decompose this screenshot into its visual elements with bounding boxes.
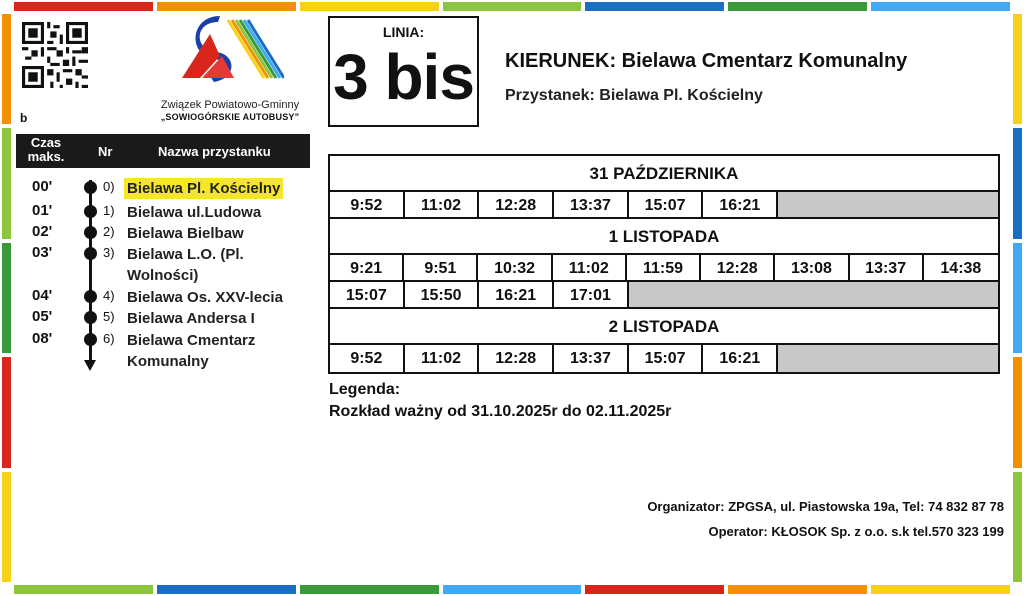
frame-segment (2, 243, 11, 353)
stop-label: Bielawa ul.Ludowa (127, 204, 262, 221)
departure-time: 13:37 (554, 192, 629, 217)
frame-segment (1013, 243, 1022, 353)
frame-segment (2, 14, 11, 124)
frame-segment (728, 585, 867, 594)
departure-time: 16:21 (703, 345, 778, 372)
frame-segment (871, 585, 1010, 594)
legend-label: Legenda: (329, 381, 401, 398)
empty-fill (778, 192, 998, 217)
stop-dot-icon (84, 205, 97, 218)
departure-time: 10:32 (478, 255, 552, 280)
departure-time: 15:50 (405, 282, 480, 307)
header-czas: Czas maks. (27, 135, 65, 164)
day-header: 31 PAŹDZIERNIKA (330, 156, 998, 192)
stop-number: 3) (103, 245, 115, 260)
direction: KIERUNEK: Bielawa Cmentarz Komunalny (505, 50, 908, 72)
stop-number: 1) (103, 203, 115, 218)
line-number: 3 bis (333, 41, 474, 113)
stop-number: 0) (103, 179, 115, 194)
departure-time: 14:38 (940, 260, 982, 277)
organization-brand: „SOWIOGÓRSKIE AUTOBUSY” (160, 112, 300, 122)
stop-label: Bielawa L.O. (Pl. Wolności) (127, 246, 244, 284)
empty-fill (629, 282, 998, 307)
frame-segment (443, 585, 582, 594)
frame-segment (585, 585, 724, 594)
stop-dot-icon (84, 247, 97, 260)
frame-segment (14, 585, 153, 594)
departure-time: 11:02 (405, 345, 480, 372)
departure-time: 12:28 (479, 345, 554, 372)
line-box (328, 16, 479, 127)
frame-segment (1013, 128, 1022, 238)
timetable (328, 154, 1000, 374)
stop-time: 04' (32, 287, 53, 304)
departure-time: 9:21 (330, 255, 404, 280)
stop-dot-icon (84, 333, 97, 346)
route-arrow-icon (84, 360, 96, 371)
frame-segment (157, 585, 296, 594)
departure-time: 17:01 (554, 282, 629, 307)
stop-dot-icon (84, 290, 97, 303)
qr-caption: b (20, 111, 28, 125)
day-header: 2 LISTOPADA (330, 309, 998, 345)
frame-segment (300, 2, 439, 11)
operator-info: Operator: KŁOSOK Sp. z o.o. s.k tel.570 323 199 (708, 524, 1004, 539)
departure-time: 9:52 (330, 345, 405, 372)
departure-time: 15:07 (330, 282, 405, 307)
stop-number: 2) (103, 224, 115, 239)
frame-segment (443, 2, 582, 11)
departure-time: 9:51 (404, 255, 478, 280)
organizer-info: Organizator: ZPGSA, ul. Piastowska 19a, Tel: 74 832 87 78 (647, 499, 1004, 514)
stop-time: 05' (32, 308, 53, 325)
departure-time: 15:07 (629, 192, 704, 217)
stop-time: 00' (32, 178, 53, 195)
frame-segment (300, 585, 439, 594)
departure-time: 16:21 (703, 192, 778, 217)
stop-number: 4) (103, 288, 115, 303)
stop-time: 02' (32, 223, 53, 240)
stop-label: Bielawa Bielbaw (127, 225, 244, 242)
departure-time: 11:02 (553, 255, 627, 280)
stop-dot-icon (84, 226, 97, 239)
departure-time: 16:21 (479, 282, 554, 307)
stop-number: 5) (103, 309, 115, 324)
stop-time: 08' (32, 330, 53, 347)
departure-row (330, 192, 998, 219)
frame-segment (157, 2, 296, 11)
frame-segment (1013, 357, 1022, 467)
organization-name: Związek Powiatowo-Gminny (160, 99, 300, 111)
departure-time: 15:07 (629, 345, 704, 372)
stop-dot-icon (84, 181, 97, 194)
departure-time: 12:28 (701, 255, 775, 280)
frame-segment (2, 472, 11, 582)
frame-segment (1013, 472, 1022, 582)
stop-label: Bielawa Andersa I (127, 310, 255, 327)
validity-text: Rozkład ważny od 31.10.2025r do 02.11.2025r (329, 403, 672, 420)
stop-name: Przystanek: Bielawa Pl. Kościelny (505, 87, 763, 104)
departure-row (330, 255, 998, 282)
departure-time: 13:08 (775, 255, 849, 280)
departure-time: 13:37 (554, 345, 629, 372)
frame-segment (1013, 14, 1022, 124)
departure-time: 9:52 (330, 192, 405, 217)
frame-segment (585, 2, 724, 11)
stop-number: 6) (103, 331, 115, 346)
frame-segment (14, 2, 153, 11)
stop-dot-icon (84, 311, 97, 324)
departure-time: 11:02 (405, 192, 480, 217)
departure-time: 11:59 (627, 255, 701, 280)
stop-time: 03' (32, 244, 53, 261)
company-logo (180, 16, 284, 94)
frame-segment (2, 128, 11, 238)
day-header: 1 LISTOPADA (330, 219, 998, 255)
stop-label: Bielawa Os. XXV-lecia (127, 289, 283, 306)
stop-label: Bielawa Pl. Kościelny (124, 178, 283, 199)
departure-row (330, 345, 998, 372)
departure-time: 12:28 (479, 192, 554, 217)
header-name: Nazwa przystanku (158, 144, 271, 159)
stops-header (16, 134, 310, 168)
empty-fill (778, 345, 998, 372)
stop-time: 01' (32, 202, 53, 219)
departure-row (330, 282, 998, 309)
departure-time: 13:37 (850, 255, 924, 280)
stop-label: Bielawa Cmentarz Komunalny (127, 332, 256, 370)
frame-segment (728, 2, 867, 11)
qr-code (22, 22, 88, 88)
header-nr: Nr (98, 144, 113, 159)
frame-segment (2, 357, 11, 467)
frame-segment (871, 2, 1010, 11)
line-label: LINIA: (382, 24, 425, 40)
